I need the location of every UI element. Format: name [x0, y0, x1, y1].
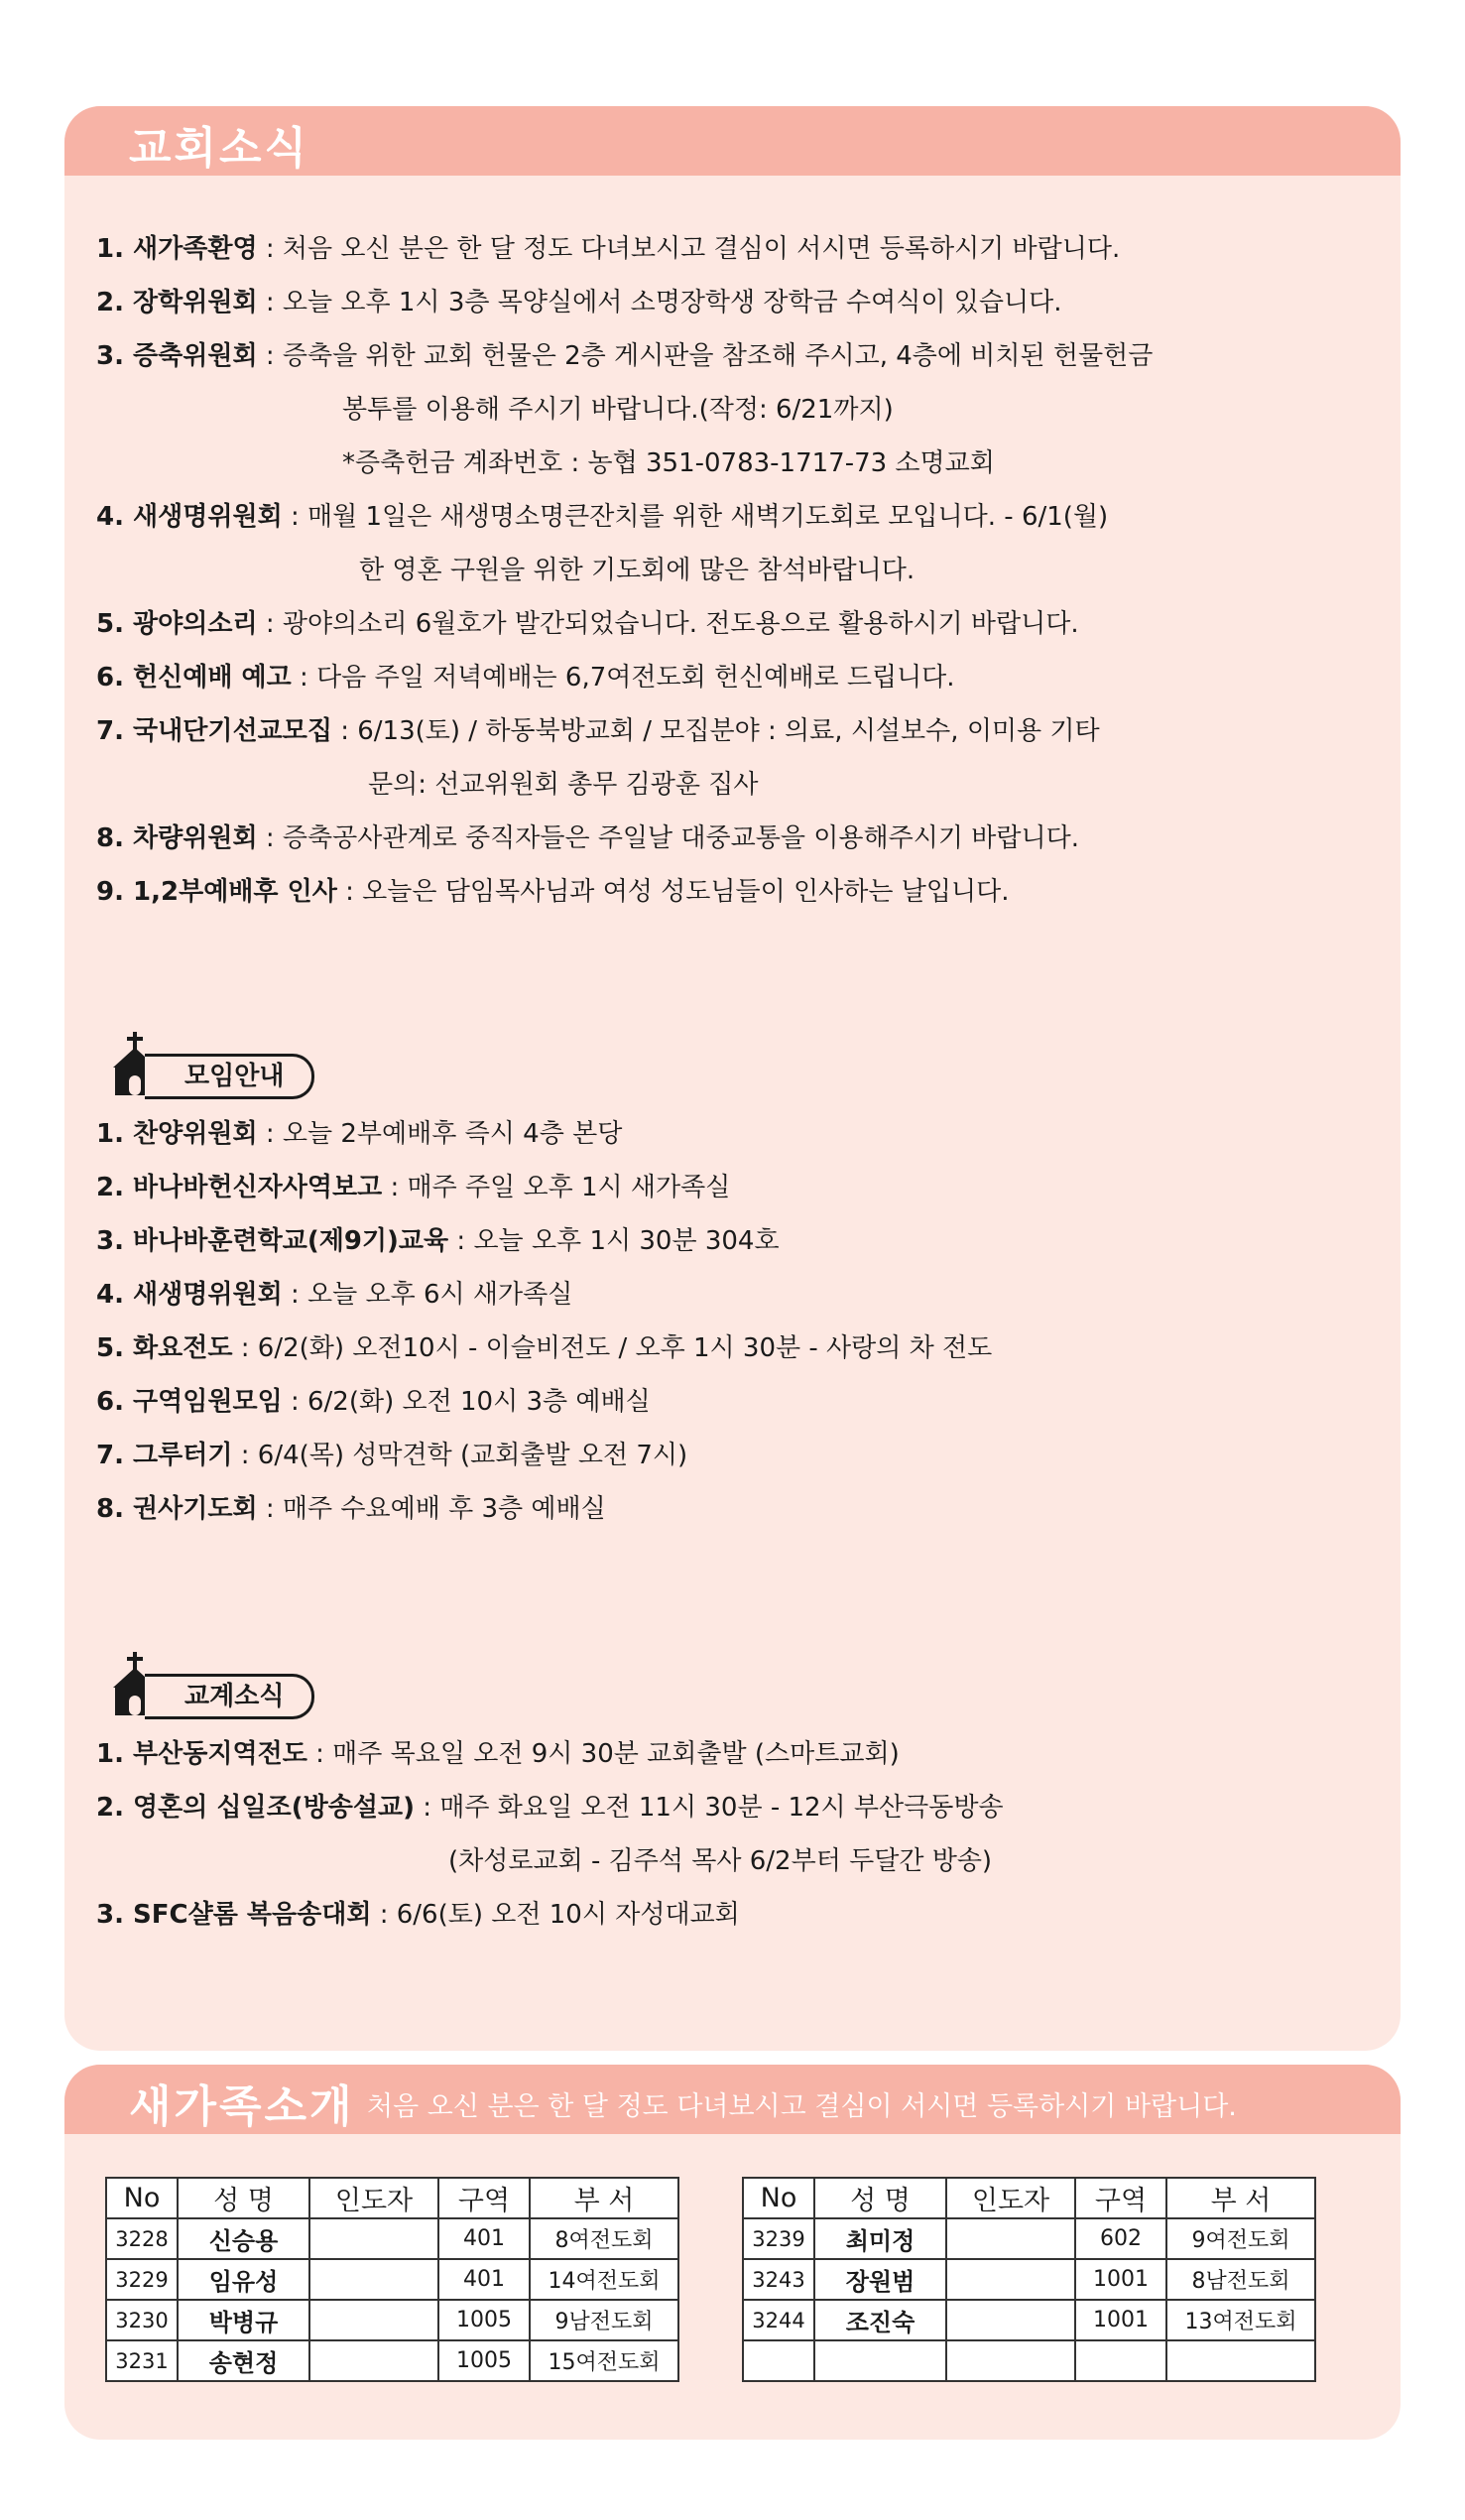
- list-item: 3. SFC샬롬 복음송대회 : 6/6(토) 오전 10시 자성대교회: [96, 1900, 740, 1930]
- new-family-subtitle: 처음 오신 분은 한 달 정도 다녀보시고 결심이 서시면 등록하시기 바랍니다.: [367, 2091, 1237, 2122]
- table-header-row: No 성 명 인도자 구역 부 서: [743, 2178, 1315, 2218]
- list-item: 3. 바나바훈련학교(제9기)교육 : 오늘 오후 1시 30분 304호: [96, 1226, 780, 1256]
- list-item: 7. 국내단기선교모집 : 6/13(토) / 하동북방교회 / 모집분야 : 의료, 시설보수, 이미용 기타: [96, 716, 1100, 746]
- list-item: 2. 바나바헌신자사역보고 : 매주 주일 오후 1시 새가족실: [96, 1173, 731, 1202]
- list-item: 6. 헌신예배 예고 : 다음 주일 저녁예배는 6,7여전도회 헌신예배로 드립니다.: [96, 663, 955, 693]
- list-item: 2. 장학위원회 : 오늘 오후 1시 3층 목양실에서 소명장학생 장학금 수여식이 있습니다.: [96, 288, 1062, 317]
- table-row: 3243 장원범 1001 8남전도회: [743, 2259, 1315, 2300]
- meetings-list: [96, 1107, 1381, 1536]
- meetings-section-label: [109, 1032, 407, 1101]
- interchurch-section-label: [109, 1652, 407, 1721]
- meetings-label: 모임안내: [145, 1054, 314, 1099]
- new-family-header: [64, 2065, 1401, 2134]
- church-news-title: 교회소식: [129, 123, 310, 174]
- list-item: 6. 구역임원모임 : 6/2(화) 오전 10시 3층 예배실: [96, 1387, 651, 1417]
- list-item: 4. 새생명위원회 : 오늘 오후 6시 새가족실: [96, 1280, 573, 1310]
- list-item: 5. 화요전도 : 6/2(화) 오전10시 - 이슬비전도 / 오후 1시 30분 - 사랑의 차 전도: [96, 1333, 993, 1363]
- church-news-header: [64, 106, 1401, 176]
- list-item-continuation: (차성로교회 - 김주석 목사 6/2부터 두달간 방송): [448, 1846, 993, 1876]
- list-item: 4. 새생명위원회 : 매월 1일은 새생명소명큰잔치를 위한 새벽기도회로 모입니다. - 6/1(월): [96, 502, 1109, 532]
- list-item: 3. 증축위원회 : 증축을 위한 교회 헌물은 2층 게시판을 참조해 주시고, 4층에 비치된 헌물헌금: [96, 341, 1154, 371]
- new-family-panel: [64, 2065, 1401, 2440]
- interchurch-label: 교계소식: [145, 1674, 314, 1719]
- table-row: 3244 조진숙 1001 13여전도회: [743, 2300, 1315, 2340]
- list-item: 8. 차량위원회 : 증축공사관계로 중직자들은 주일날 대중교통을 이용해주시기 바랍니다.: [96, 823, 1079, 853]
- list-item: 5. 광야의소리 : 광야의소리 6월호가 발간되었습니다. 전도용으로 활용하시기 바랍니다.: [96, 609, 1079, 639]
- list-item: 1. 찬양위원회 : 오늘 2부예배후 즉시 4층 본당: [96, 1119, 623, 1149]
- new-family-title: 새가족소개: [129, 2081, 355, 2132]
- list-item-continuation: 봉투를 이용해 주시기 바랍니다.(작정: 6/21까지): [342, 395, 894, 425]
- list-item: 1. 부산동지역전도 : 매주 목요일 오전 9시 30분 교회출발 (스마트교회): [96, 1739, 900, 1769]
- list-item-continuation: 한 영혼 구원을 위한 기도회에 많은 참석바랍니다.: [359, 556, 916, 585]
- interchurch-list: [96, 1727, 1381, 1942]
- list-item: 1. 새가족환영 : 처음 오신 분은 한 달 정도 다녀보시고 결심이 서시면 등록하시기 바랍니다.: [96, 234, 1121, 264]
- list-item: 8. 권사기도회 : 매주 수요예배 후 3층 예배실: [96, 1494, 606, 1524]
- table-row: 3228 신승용 401 8여전도회: [106, 2218, 678, 2259]
- table-row: [743, 2340, 1315, 2381]
- table-row: 3239 최미정 602 9여전도회: [743, 2218, 1315, 2259]
- church-news-list: [96, 222, 1381, 919]
- table-header-row: No 성 명 인도자 구역 부 서: [106, 2178, 678, 2218]
- list-item: 7. 그루터기 : 6/4(목) 성막견학 (교회출발 오전 7시): [96, 1441, 688, 1470]
- list-item-continuation: 문의: 선교위원회 총무 김광훈 집사: [368, 770, 759, 800]
- new-family-table-left: [105, 2177, 679, 2382]
- table-row: 3231 송현정 1005 15여전도회: [106, 2340, 678, 2381]
- list-item: 2. 영혼의 십일조(방송설교) : 매주 화요일 오전 11시 30분 - 12시 부산극동방송: [96, 1793, 1004, 1823]
- list-item-continuation: *증축헌금 계좌번호 : 농협 351-0783-1717-73 소명교회: [342, 448, 995, 478]
- new-family-table-right: [742, 2177, 1316, 2382]
- list-item: 9. 1,2부예배후 인사 : 오늘은 담임목사님과 여성 성도님들이 인사하는 날입니다.: [96, 877, 1010, 907]
- table-row: 3229 임유성 401 14여전도회: [106, 2259, 678, 2300]
- church-news-panel: [64, 106, 1401, 2051]
- table-row: 3230 박병규 1005 9남전도회: [106, 2300, 678, 2340]
